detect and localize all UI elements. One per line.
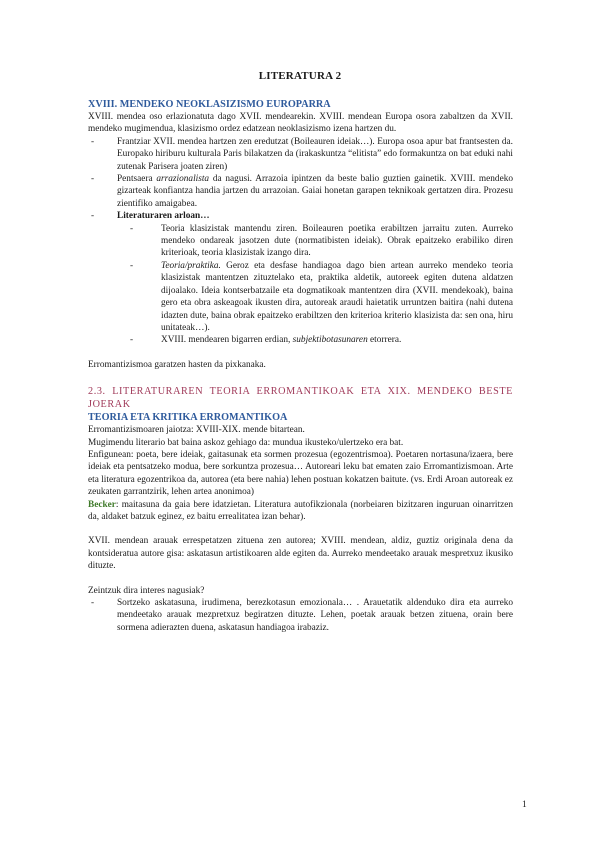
bullet-text: Sortzeko askatasuna, irudimena, berezkotasun emozionala… . Arauetatik aldenduko dira eta aurreko mendeetako arauak mezpretxuz begiratzen dituzte. Lehen, poetak arauak betzen zituena, orain bere sormena adierazten duena, askatasun handiagoa irabaziz. [117,598,513,633]
bullet-text-pre: Pentsaera [117,174,157,185]
list-item [88,597,513,634]
list-item [88,173,513,210]
section2-paragraph: XVII. mendean arauak errespetatzen zituena zen autorea; XVIII. mendean, aldiz, guztiz originala dena da kontsideratua autore gisa: askatasun artistikoaren alde egiten da. Aurreko mendeetako arauak mespretxuz ikusiko dituzte. [88,536,513,572]
dash-bullet: - [130,223,134,234]
dash-bullet: - [91,211,95,222]
section1-list [88,136,513,347]
section2-paragraph: Enfigunean: poeta, bere ideiak, gaitasunak eta sormen prozesua (egozentrismoa). Poetaren nortasuna/izaera, bere ideiak eta pentsatzeko modua, bere sorkuntza prozesua… Autoreari leku bat ematen zaio Erromantizismoan. Arte eta literatura egozentrikoa da, autorea (eta bere nahia) lehen postuan kokatzen baitute. (vs. Erdi Aroan autoreak ez zeukaten garrantzirik, lehen artea anonimoa) [88,449,513,498]
section2-heading: 2.3. LITERATURAREN TEORIA ERROMANTIKOAK ETA XIX. MENDEKO BESTE JOERAK [88,386,513,411]
list-item [88,136,513,173]
dash-bullet: - [91,174,95,185]
section2-question: Zeintzuk dira interes nagusiak? [88,585,205,596]
dash-bullet: - [91,598,95,608]
list-item [88,210,513,222]
sub-bullet-post: etorrera. [367,335,402,346]
section2-paragraph: Mugimendu literario bat baina askoz gehiago da: munduа ikusteko/ulertzeko era bat. [88,437,404,448]
bullet-text: Frantziar XVII. mendea hartzen zen eredutzat (Boileauren ideiak…). Europa osoa apur bat frantsesten da. Europako hiriburu kulturala Paris bilakatzen da (irakaskuntza “elitista” edo formakuntza on bat eduki nahi zutenak Parisera joaten ziren) [117,136,513,172]
bullet-text-bold: Literaturaren arloan… [117,211,210,222]
sub-bullet-text: Geroz eta desfase handiagoa dago bien artean aurreko mendeko teoria klasizistak mantentzen zituztelako eta, praktika aldetik, autoreek egiten dutena aldatzen dijoalako. Ideia kontserbatzaile eta dogmatikoak mantentzen dira (XVII. mendekoak), baina gero eta obra askeagoak ikusten dira, autoreak araudi haietatik urruntzen baitira (nahi dutena idazten dute, baina obrak epaitzeko erabiltzen den kriterioa kriterio klasizista da: sen ona, hiru unitateak…). [161,260,513,333]
section1-intro: XVIII. mendea oso erlazionatuta dago XVII. mendearekin. XVIII. mendean Europa osora zabaltzen da XVII. mendeko mugimendua, klasizismo ordez edatzean neoklasizismo izena hartzen du. [88,112,513,135]
sub-bullet-text: Teoria klasizistak mantendu ziren. Boileauren poetika erabiltzen jarraitu zuten. Aurreko mendeko ondareak jasotzen dute (normatibisten ideiak). Obrak epaitzeko erabiliko diren kriterioak, teoria klasizistak izango dira. [161,223,513,259]
bullet-text-post: da nagusi. Arrazoia ipintzen da beste balio guztien gainetik. XVIII. mendeko gizarteak konfiantza handia jartzen du arrazoian. Gaiai honetan garapen teknikoak gertatzen dira. Prozesu zientifiko amaigabea. [117,174,513,209]
becker-paragraph [88,499,513,524]
sub-bullet-pre: XVIII. mendearen bigarren erdian, [161,335,293,346]
section1-heading: XVIII. MENDEKO NEOKLASIZISMO EUROPARRA [88,99,331,110]
dash-bullet: - [130,260,134,271]
sub-list-item [88,223,513,260]
section2-paragraph: Erromantizismoaren jaiotza: XVIII-XIX. mende bitartean. [88,425,305,436]
dash-bullet: - [130,335,134,346]
sub-list-item [88,260,513,334]
document-body [88,98,513,634]
section2-list [88,597,513,634]
sub-bullet-italic: Teoria/praktika. [161,260,221,271]
dash-bullet: - [91,136,95,147]
section2-subheading: TEORIA ETA KRITIKA ERROMANTIKOA [88,412,288,424]
becker-name: Becker [88,499,116,510]
becker-text: : maitasuna da gaia bere idatzietan. Literatura autofikzionala (norbeiaren bizitzaren inguruan oinarritzen da, aldaket batzuk eginez, ez baitu errealitatea izan behar). [88,499,513,522]
bullet-text-italic: arrazionalista [156,174,210,185]
page-number: 1 [522,800,527,810]
sub-list-item [88,334,513,346]
section1-outro: Erromantizismoa garatzen hasten da pixkanaka. [88,359,266,370]
document-title: LITERATURA 2 [258,70,342,82]
sub-bullet-italic: subjektibotasunaren [292,335,368,346]
